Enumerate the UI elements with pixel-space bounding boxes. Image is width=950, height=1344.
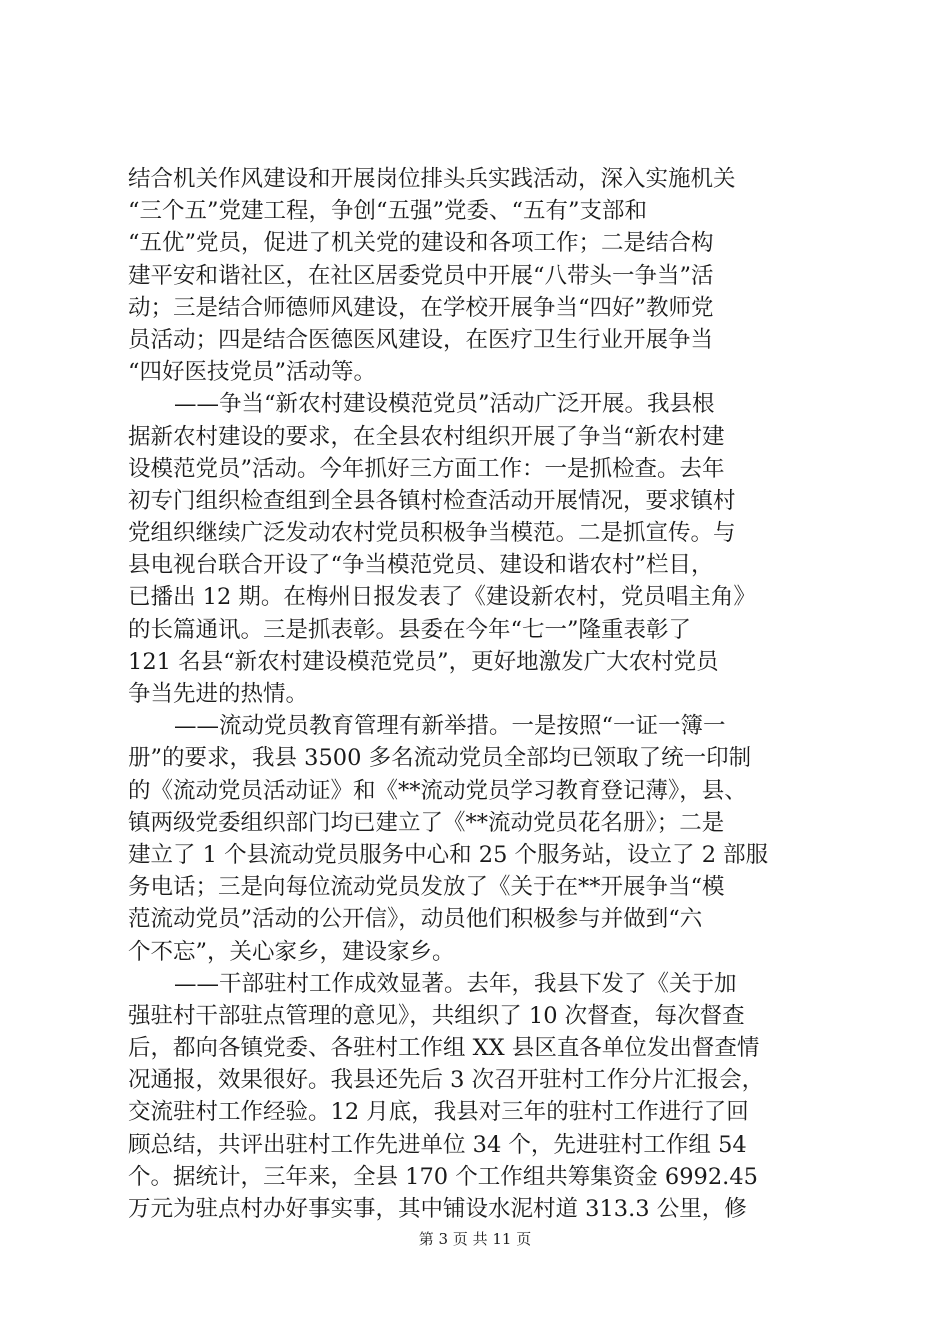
text-line: 初专门组织检查组到全县各镇村检查活动开展情况，要求镇村	[128, 487, 736, 514]
text-line: 况通报，效果很好。我县还先后 3 次召开驻村工作分片汇报会，	[128, 1067, 765, 1094]
text-line: 结合机关作风建设和开展岗位排头兵实践活动，深入实施机关	[128, 166, 736, 192]
text-line: 个不忘”，关心家乡，建设家乡。	[128, 938, 455, 965]
text-line: 个。据统计，三年来，全县 170 个工作组共筹集资金 6992.45	[128, 1163, 758, 1190]
text-line: 务电话；三是向每位流动党员发放了《关于在**开展争当“模	[128, 874, 725, 901]
text-line: 范流动党员”活动的公开信》，动员他们积极参与并做到“六	[128, 906, 703, 933]
text-line: 已播出 12 期。在梅州日报发表了《建设新农村，党员唱主角》	[128, 584, 756, 611]
text-line: 建立了 1 个县流动党员服务中心和 25 个服务站，设立了 2 部服	[128, 841, 769, 868]
text-line: ——流动党员教育管理有新举措。一是按照“一证一簿一	[174, 713, 726, 740]
text-line: “四好医技党员”活动等。	[128, 359, 377, 386]
text-line: 顾总结，共评出驻村工作先进单位 34 个，先进驻村工作组 54	[128, 1131, 747, 1158]
text-line: 后，都向各镇党委、各驻村工作组 XX 县区直各单位发出督查情	[128, 1035, 760, 1062]
text-line: 县电视台联合开设了“争当模范党员、建设和谐农村”栏目，	[128, 552, 714, 579]
text-line: “五优”党员，促进了机关党的建设和各项工作；二是结合构	[128, 230, 714, 257]
text-line: “三个五”党建工程，争创“五强”党委、“五有”支部和	[128, 198, 648, 225]
page-number-footer: 第 3 页 共 11 页	[418, 1230, 532, 1248]
text-line: 强驻村干部驻点管理的意见》，共组织了 10 次督查，每次督查	[128, 1002, 745, 1029]
text-line: 万元为驻点村办好事实事，其中铺设水泥村道 313.3 公里，修	[128, 1196, 747, 1222]
text-line: 党组织继续广泛发动农村党员积极争当模范。二是抓宣传。与	[128, 520, 736, 547]
text-line: 争当先进的热情。	[128, 681, 309, 707]
text-line: 建平安和谐社区，在社区居委党员中开展“八带头一争当”活	[128, 262, 714, 289]
text-line: 员活动；四是结合医德医风建设，在医疗卫生行业开展争当	[128, 326, 714, 353]
text-line: 册”的要求，我县 3500 多名流动党员全部均已领取了统一印制	[128, 745, 752, 772]
body-text	[128, 163, 833, 1225]
text-line: 据新农村建设的要求，在全县农村组织开展了争当“新农村建	[128, 423, 725, 450]
text-line: 的《流动党员活动证》和《**流动党员学习教育登记薄》，县、	[128, 777, 747, 804]
text-line: 动；三是结合师德师风建设，在学校开展争当“四好”教师党	[128, 294, 714, 321]
text-line: 镇两级党委组织部门均已建立了《**流动党员花名册》；二是	[128, 809, 725, 836]
text-line: ——干部驻村工作成效显著。去年，我县下发了《关于加	[174, 970, 737, 997]
text-line: ——争当“新农村建设模范党员”活动广泛开展。我县根	[174, 391, 715, 418]
text-line: 设模范党员”活动。今年抓好三方面工作：一是抓检查。去年	[128, 455, 725, 482]
text-line: 的长篇通讯。三是抓表彰。县委在今年“七一”隆重表彰了	[128, 616, 692, 643]
text-line: 交流驻村工作经验。12 月底，我县对三年的驻村工作进行了回	[128, 1099, 749, 1126]
text-line: 121 名县“新农村建设模范党员”，更好地激发广大农村党员	[128, 648, 719, 675]
